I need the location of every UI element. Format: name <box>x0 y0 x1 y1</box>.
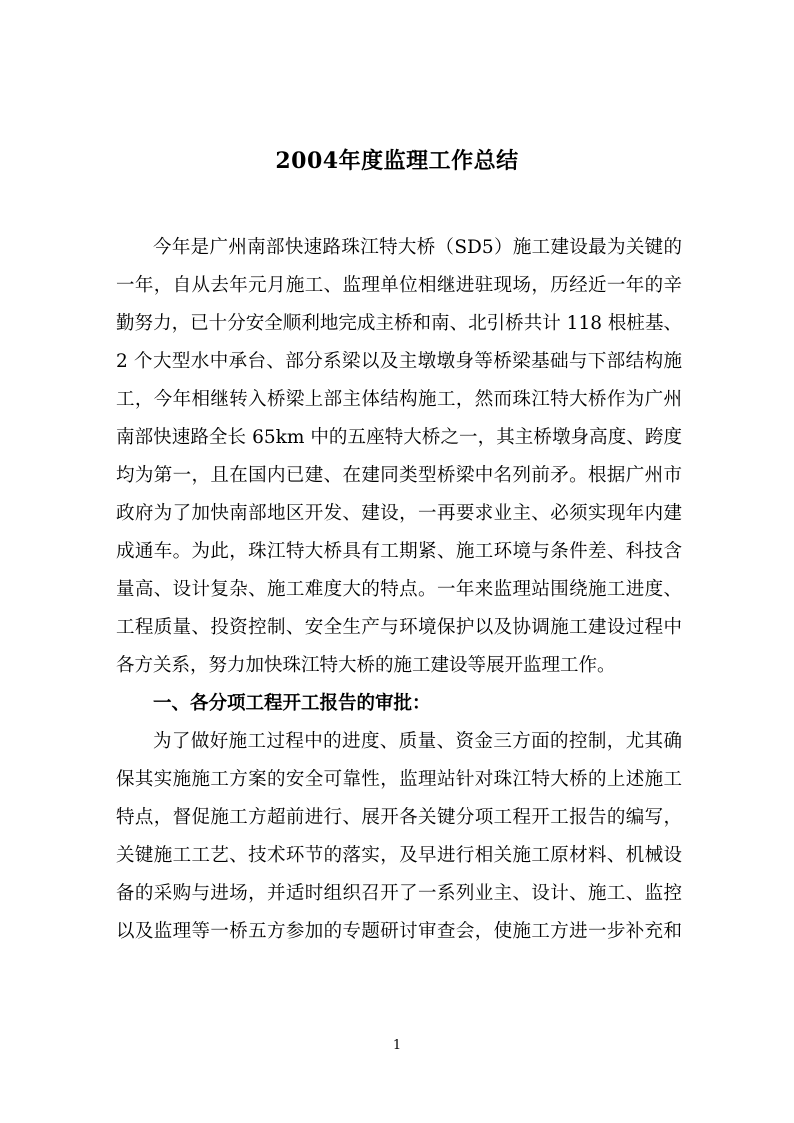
paragraph-line: 勤努力，已十分安全顺利地完成主桥和南、北引桥共计 118 根桩基、 <box>116 313 682 334</box>
page-number: 1 <box>392 1038 402 1053</box>
paragraph-line: 量高、设计复杂、施工难度大的特点。一年来监理站围绕施工进度、 <box>116 579 682 600</box>
paragraph-line: 均为第一，且在国内已建、在建同类型桥梁中名列前矛。根据广州市 <box>116 465 682 486</box>
paragraph-line: 南部快速路全长 65km 中的五座特大桥之一，其主桥墩身高度、跨度 <box>116 427 682 448</box>
paragraph-line: 2 个大型水中承台、部分系梁以及主墩墩身等桥梁基础与下部结构施 <box>116 351 682 372</box>
paragraph-line: 一年，自从去年元月施工、监理单位相继进驻现场，历经近一年的辛 <box>116 275 682 296</box>
paragraph-line: 各方关系，努力加快珠江特大桥的施工建设等展开监理工作。 <box>116 655 616 676</box>
paragraph-line: 工程质量、投资控制、安全生产与环境保护以及协调施工建设过程中 <box>116 617 682 638</box>
paragraph-line: 备的采购与进场，并适时组织召开了一系列业主、设计、施工、监控 <box>116 883 682 904</box>
paragraph-line: 以及监理等一桥五方参加的专题研讨审查会，使施工方进一步补充和 <box>116 921 682 942</box>
paragraph-line: 保其实施施工方案的安全可靠性，监理站针对珠江特大桥的上述施工 <box>116 769 682 790</box>
paragraph-line: 政府为了加快南部地区开发、建设，一再要求业主、必须实现年内建 <box>116 503 682 524</box>
document-body <box>116 229 682 951</box>
paragraph-line: 今年是广州南部快速路珠江特大桥（SD5）施工建设最为关键的 <box>153 237 682 258</box>
section-heading: 一、各分项工程开工报告的审批： <box>153 693 431 714</box>
paragraph-line: 为了做好施工过程中的进度、质量、资金三方面的控制，尤其确 <box>153 731 682 752</box>
paragraph-line: 特点，督促施工方超前进行、展开各关键分项工程开工报告的编写， <box>116 807 682 828</box>
paragraph-line: 成通车。为此，珠江特大桥具有工期紧、施工环境与条件差、科技含 <box>116 541 682 562</box>
paragraph-line: 关键施工工艺、技术环节的落实，及早进行相关施工原材料、机械设 <box>116 845 682 866</box>
document-title: 2004年度监理工作总结 <box>275 148 519 174</box>
paragraph-line: 工，今年相继转入桥梁上部主体结构施工，然而珠江特大桥作为广州 <box>116 389 682 410</box>
